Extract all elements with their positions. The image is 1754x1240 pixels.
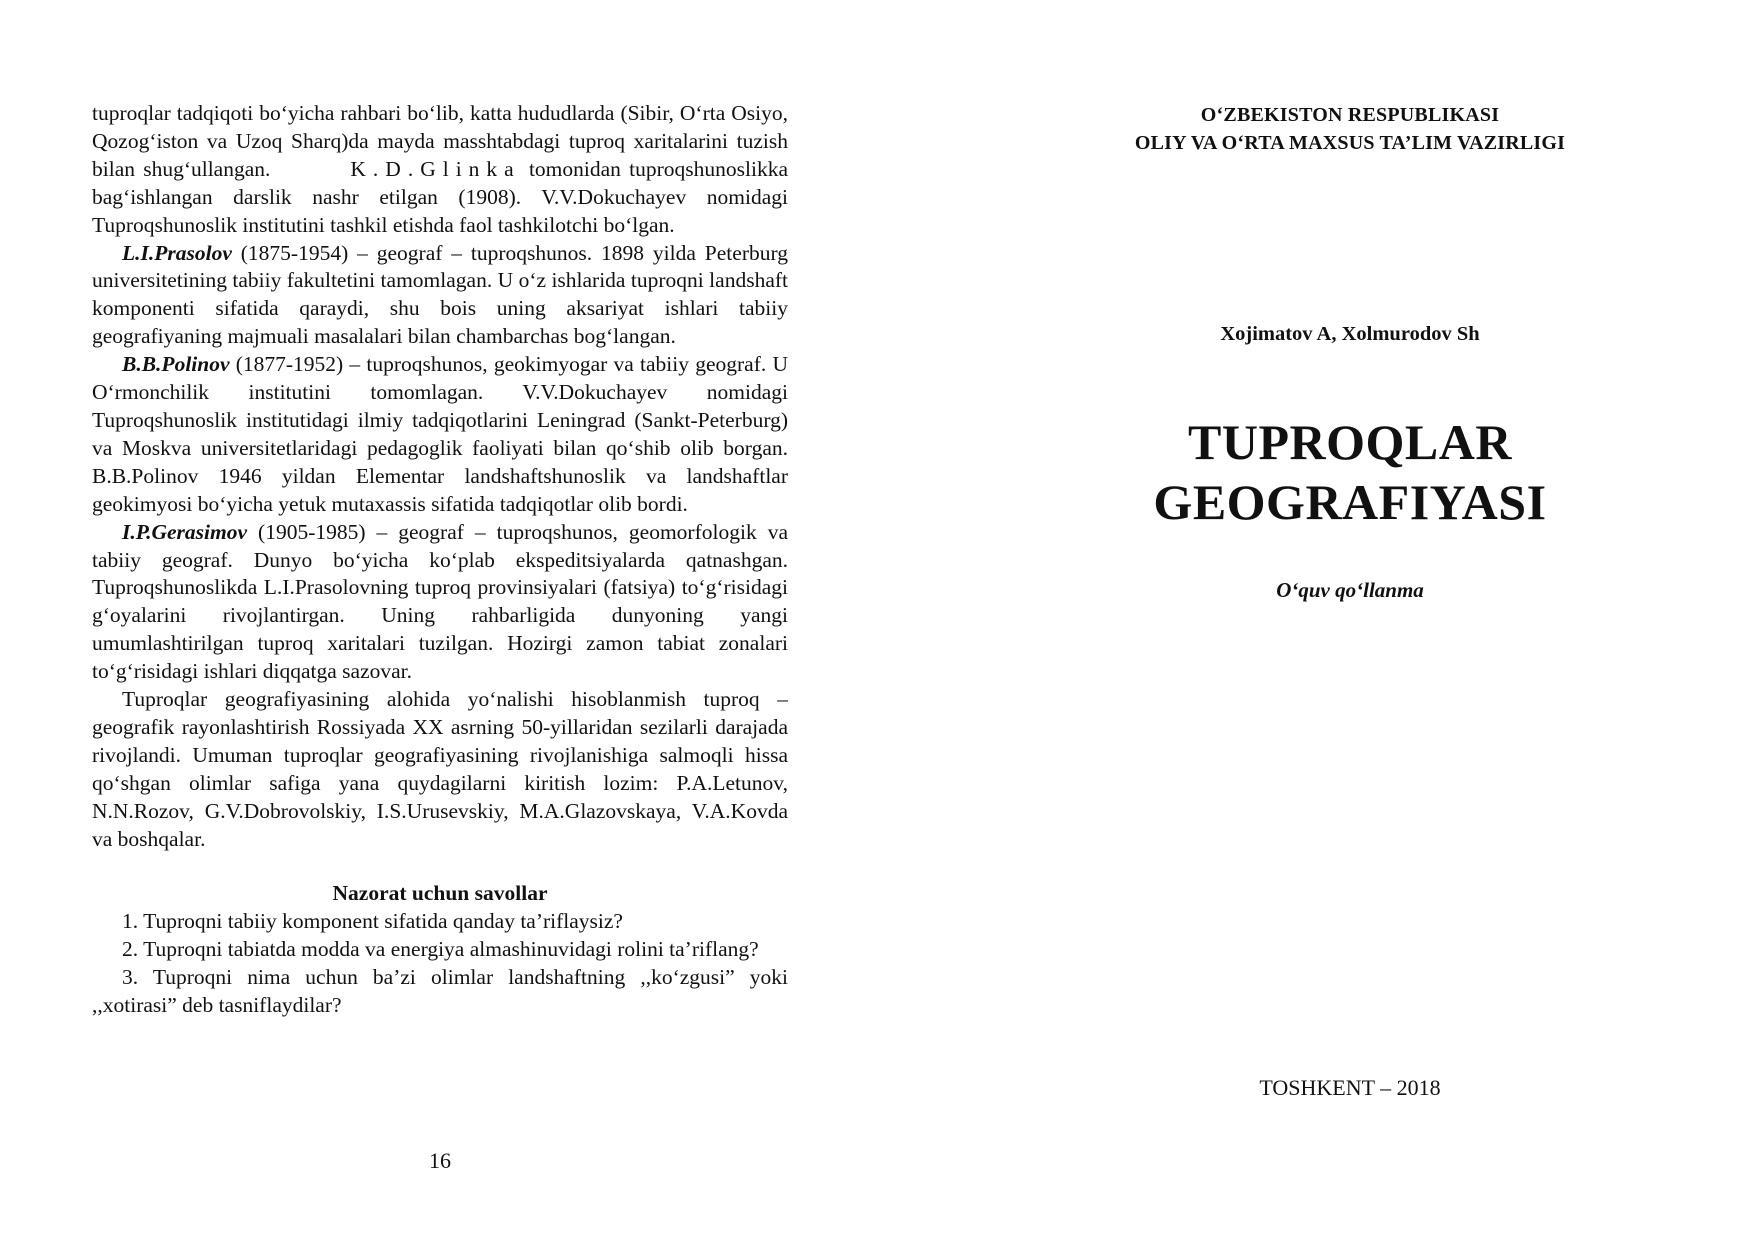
paragraph-prasolov (92, 240, 788, 352)
book-title-line: GEOGRAFIYASI (1153, 474, 1547, 530)
question-item: 1. Tuproqni tabiiy komponent sifatida qanday ta’riflaysiz? (122, 909, 623, 934)
book-subtitle: O‘quv qo‘llanma (1276, 578, 1424, 602)
questions-heading: Nazorat uchun savollar (332, 881, 548, 906)
ministry-line: OLIY VA O‘RTA MAXSUS TA’LIM VAZIRLIGI (1134, 132, 1566, 154)
spaced-author-name: K.D.Glinka (350, 156, 521, 181)
paragraph-glinka (92, 100, 788, 240)
page-number: 16 (429, 1148, 451, 1173)
paragraph-text: (1905-1985) – geograf – tuproqshunos, geomorfologik va tabiiy geograf. Dunyo bo‘yicha ko‘plab ekspeditsiyalarda qatnashgan. Tuproqshunoslikda L.I.Prasolovning tuproq provinsiyalari (fatsiya) to‘g‘risidagi g‘oyalarini rivojlantirgan. Uning rahbarligida dunyoning yangi umumlashtirilgan tuproq xaritalari tuzilgan. Hozirgi zamon tabiat zonalari to‘g‘risidagi ishlari diqqatga sazovar. (92, 519, 788, 684)
paragraph-text: (1877-1952) – tuproqshunos, geokimyogar va tabiiy geograf. U O‘rmonchilik institutini tomomlagan. V.V.Dokuchayev nomidagi Tuproqshunoslik institutidagi ilmiy tadqiqotlarini Leningrad (Sankt-Peterburg) va Moskva universitetlaridagi pedagoglik faoliyati bilan qo‘shib olib borgan. B.B.Polinov 1946 yildan Elementar landshaftshunoslik va landshaftlar geokimyosi bo‘yicha yetuk mutaxassis sifatida tadqiqotlar olib bordi. (92, 352, 788, 516)
body-text (92, 100, 788, 853)
paragraph-text: Tuproqlar geografiyasining alohida yo‘nalishi hisoblanmish tuproq – geografik rayonlashtirish Rossiyada XX asrning 50-yillaridan sezilarli darajada rivojlandi. Umuman tuproqlar geografiyasining rivojlanishiga salmoqli hissa qo‘shgan olimlar safiga yana quydagilarni kiritish lozim: P.A.Letunov, N.N.Rozov, G.V.Dobrovolskiy, I.S.Urusevskiy, M.A.Glazovskaya, V.A.Kovda va boshqalar. (92, 687, 788, 851)
book-authors: Xojimatov A, Xolmurodov Sh (1220, 323, 1480, 345)
book-title (1000, 412, 1700, 532)
ministry-line: O‘ZBEKISTON RESPUBLIKASI (1200, 104, 1500, 126)
scientist-name: L.I.Prasolov (122, 240, 232, 265)
paragraph-text: (1875-1954) – geograf – tuproqshunos. 1898 yilda Peterburg universitetining tabiiy fakultetini tamomlagan. U o‘z ishlarida tuproqni landshaft komponenti sifatida qaraydi, shu bois uning aksariyat ishlari tabiiy geografiyaning majmuali masalalari bilan chambarchas bog‘langan. (92, 240, 788, 349)
scientist-name: I.P.Gerasimov (122, 519, 248, 544)
book-title-line: TUPROQLAR (1188, 414, 1512, 470)
paragraph-text: tuproqlar tadqiqoti bo‘yicha rahbari bo‘lib, katta hududlarda (Sibir, O‘rta Osiyo, Qozog‘iston va Uzoq Sharq)da mayda masshtabdagi tuproq xaritalarini tuzish bilan shug‘ullangan. (92, 101, 788, 181)
scientist-name: B.B.Polinov (122, 352, 230, 377)
question-item: 2. Tuproqni tabiatda modda va energiya almashinuvidagi rolini ta’riflang? (122, 937, 759, 962)
place-year: TOSHKENT – 2018 (1259, 1075, 1441, 1100)
left-page (92, 100, 788, 1020)
question-item: 3. Tuproqni nima uchun ba’zi olimlar landshaftning ,,ko‘zgusi” yoki ,,xotirasi” deb tasniflaydilar? (92, 965, 788, 1018)
paragraph-polinov (92, 351, 788, 518)
paragraph-gerasimov (92, 519, 788, 686)
questions-list (92, 908, 788, 1020)
paragraph-text: tomonidan tuproqshunoslikka bag‘ishlangan darslik nashr etilgan (1908). V.V.Dokuchayev nomidagi Tuproqshunoslik institutini tashkil etishda faol tashkilotchi bo‘lgan. (92, 156, 788, 237)
ministry-header (1000, 101, 1700, 157)
paragraph-summary (92, 686, 788, 853)
